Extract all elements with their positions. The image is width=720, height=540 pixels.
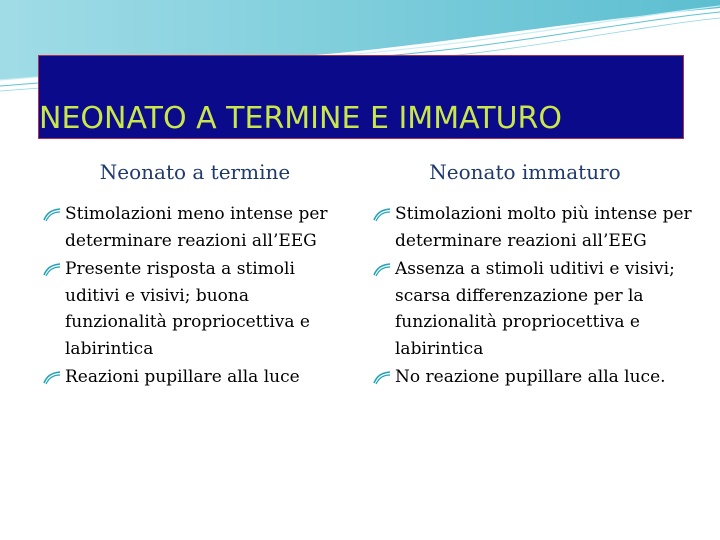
wave-bullet-icon — [43, 208, 61, 222]
slide-title: NEONATO A TERMINE E IMMATURO — [39, 101, 563, 136]
list-item-text: Stimolazioni molto più intense per determinare reazioni all’EEG — [395, 204, 692, 251]
column-heading-neonato-a-termine: Neonato a termine — [99, 160, 291, 184]
wave-bullet-icon — [43, 263, 61, 277]
list-item-text: Assenza a stimoli uditivi e visivi; scarsa differenzazione per la funzionalità propriocettiva e labirintica — [395, 259, 675, 359]
list-item — [42, 364, 352, 391]
list-item — [372, 256, 692, 362]
wave-bullet-icon — [373, 371, 391, 385]
wave-bullet-icon — [43, 371, 61, 385]
list-item-text: No reazione pupillare alla luce. — [395, 367, 666, 387]
wave-bullet-icon — [373, 263, 391, 277]
list-item — [42, 201, 352, 254]
list-item — [372, 201, 692, 254]
list-item — [42, 256, 352, 362]
column-heading-neonato-immaturo: Neonato immaturo — [429, 160, 621, 184]
column-neonato-immaturo — [372, 201, 692, 393]
list-item-text: Reazioni pupillare alla luce — [65, 367, 300, 387]
column-neonato-a-termine — [42, 201, 352, 393]
list-item — [372, 364, 692, 391]
list-item-text: Presente risposta a stimoli uditivi e visivi; buona funzionalità propriocettiva e labirintica — [65, 259, 310, 359]
title-banner — [38, 55, 684, 139]
list-item-text: Stimolazioni meno intense per determinare reazioni all’EEG — [65, 204, 328, 251]
wave-bullet-icon — [373, 208, 391, 222]
